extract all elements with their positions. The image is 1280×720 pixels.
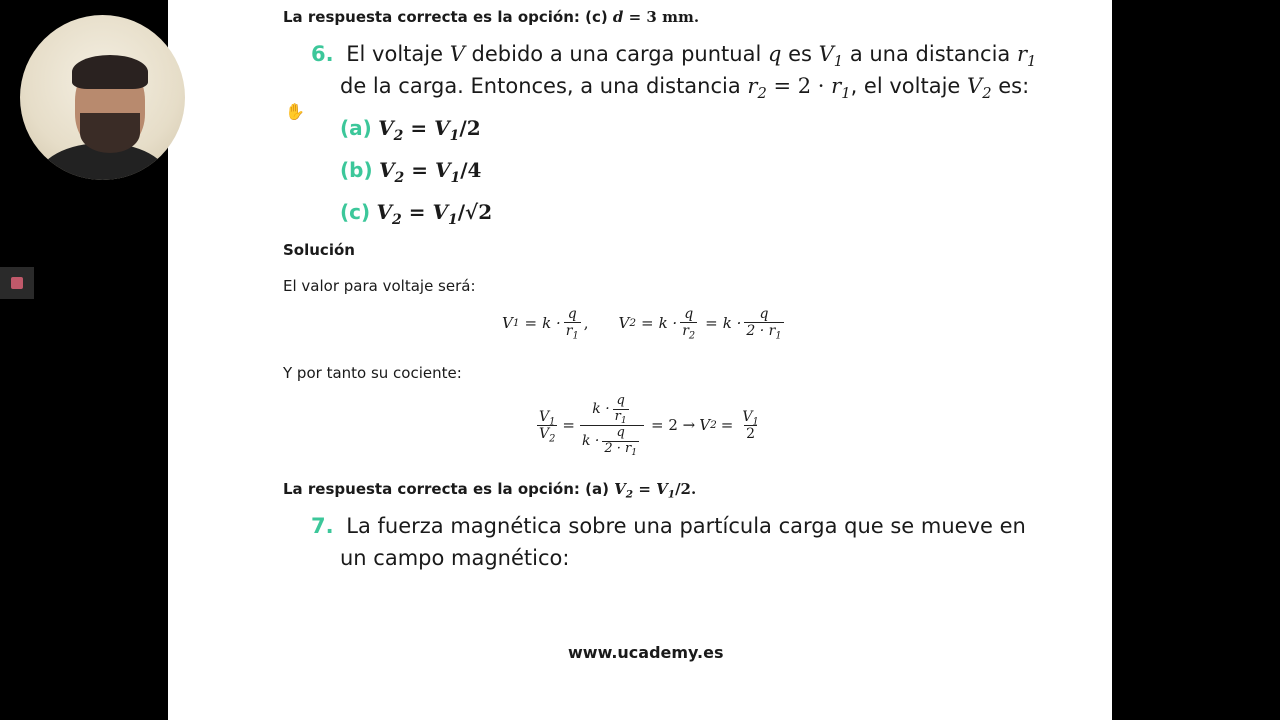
answer-value: = 3 mm. (623, 8, 700, 26)
option-label: (a) (340, 116, 372, 140)
eq-comma: , (583, 313, 589, 332)
answer-eq: = (633, 480, 657, 498)
q6-eq: = 2 · (766, 74, 832, 98)
q6-var-v2: V (967, 74, 983, 98)
solution-intro: El valor para voltaje será: (283, 277, 476, 295)
frac-num (590, 394, 633, 425)
eq-var: 2 · r (746, 323, 776, 340)
eq-sign: = (562, 416, 575, 435)
q6-sub: 2 (982, 85, 992, 103)
fraction (744, 306, 783, 342)
frac-num: q (684, 306, 694, 322)
eq-const: k · (542, 313, 561, 332)
frac-num (740, 408, 760, 428)
eq-var: r (682, 323, 689, 340)
presenter-webcam (20, 15, 185, 180)
option-lhs: V (376, 200, 393, 224)
eq-sub: 1 (775, 330, 782, 342)
voltage-equations: V 1 = k · $\frac{q}{r_1}$ , V 2 = k · $\frac{q}{r_2}$ = k · $\frac{q}{2 \cdot r_1}$ (502, 306, 782, 342)
eq-sub: 2 (688, 330, 696, 342)
answer-text: La respuesta correcta es la opción: (c) (283, 8, 613, 26)
frac-den (613, 409, 629, 425)
q6-var-q: q (767, 42, 782, 66)
fraction (602, 426, 639, 457)
q6-text: , el voltaje (850, 74, 968, 98)
q6-text: El voltaje (346, 42, 450, 66)
q6-sub: 2 (757, 85, 767, 103)
frac-den (680, 322, 697, 342)
option-a (340, 116, 481, 144)
answer-var: V (656, 480, 668, 498)
eq-var: V (618, 313, 630, 332)
q6-text: a una distancia (843, 42, 1017, 66)
option-sub: 2 (392, 211, 402, 228)
q6-text: es (781, 42, 819, 66)
q6-var-r1: r (1016, 42, 1028, 66)
stop-square-icon (11, 277, 23, 289)
eq-var: V (742, 408, 753, 425)
question-7-line-1 (311, 514, 1026, 538)
option-sub: 2 (393, 127, 404, 144)
option-tail: /4 (460, 158, 482, 182)
frac-den (744, 322, 783, 342)
eq-var: V (502, 313, 513, 332)
eq-const: k · (722, 313, 742, 332)
eq-sub: 1 (752, 416, 759, 428)
eq-result: = 2 → (651, 416, 696, 435)
eq-sign: = (705, 313, 718, 332)
eq-var: 2 · r (604, 440, 632, 456)
option-tail: /√2 (457, 200, 493, 224)
fraction (564, 306, 581, 342)
option-sub: 1 (448, 211, 458, 228)
question-6-line-1 (311, 42, 1037, 71)
question-7-line-2: un campo magnético: (340, 546, 570, 570)
eq-sub: 2 (549, 433, 556, 445)
hand-cursor-icon: ✋ (285, 102, 305, 121)
answer-var: V (614, 480, 626, 498)
frac-num: q (616, 424, 625, 440)
option-sub: 1 (450, 169, 461, 186)
footer-website: www.ucademy.es (568, 643, 724, 662)
answer-6 (283, 480, 697, 501)
eq-sign: = (641, 313, 654, 332)
eq-const: k · (592, 401, 610, 418)
eq-var: V (539, 408, 550, 425)
frac-num: q (567, 306, 577, 322)
answer-tail: /2. (675, 480, 697, 498)
compound-fraction (580, 394, 644, 457)
option-tail: /2 (459, 116, 481, 140)
option-label: (c) (340, 200, 371, 224)
frac-den (580, 425, 644, 457)
q6-text: es: (991, 74, 1030, 98)
presenter-hair (72, 55, 148, 89)
q6-var-v: V (449, 42, 465, 66)
q6-text: de la carga. Entonces, a una distancia (340, 74, 748, 98)
q6-sub: 1 (841, 85, 851, 103)
option-label: (b) (340, 158, 373, 182)
frac-num: q (616, 393, 625, 408)
fraction (740, 409, 760, 442)
ratio-equation: $\frac{V_1}{V_2}$ = k · $\frac{q}{r_1}$ k · $\frac{q}{2 \cdot r_1}$ = 2 → V 2 = $\frac{V_1}{2}$ (539, 393, 759, 458)
q6-var-r: r (831, 74, 842, 98)
eq-sign: = (524, 313, 538, 332)
option-lhs: V (378, 116, 394, 140)
frac-den (602, 441, 639, 457)
frac-num (537, 408, 557, 428)
eq-sign: = (720, 416, 734, 435)
option-sub: 1 (449, 127, 460, 144)
eq-sub: 1 (620, 416, 627, 427)
q6-sub: 1 (833, 53, 844, 71)
frac-den (537, 425, 557, 445)
option-eq: = (401, 200, 433, 224)
previous-answer (283, 8, 699, 26)
frac-den (564, 322, 581, 342)
recording-stop-button[interactable] (0, 267, 34, 299)
eq-var: V (539, 425, 550, 442)
option-c (340, 200, 493, 228)
eq-var: V (699, 416, 711, 435)
option-eq: = (404, 158, 435, 182)
eq-const: k · (581, 433, 600, 450)
eq-var: r (614, 408, 621, 424)
eq-sub: 1 (572, 330, 579, 342)
frac-num: q (759, 306, 769, 322)
option-lhs: V (378, 158, 395, 182)
question-6-line-2 (340, 74, 1030, 103)
frac-den: 2 (746, 425, 755, 442)
q6-var-v1: V (818, 42, 834, 66)
option-rhs: V (432, 200, 448, 224)
eq-sub: 1 (631, 447, 638, 458)
fraction (680, 306, 697, 342)
eq-sub: 1 (549, 416, 556, 428)
presenter-beard (80, 113, 140, 153)
answer-variable: d (612, 8, 624, 26)
option-eq: = (403, 116, 435, 140)
q6-text: debido a una carga puntual (464, 42, 768, 66)
q6-sub: 1 (1027, 53, 1037, 71)
fraction (537, 408, 557, 445)
answer-sub: 2 (625, 488, 634, 501)
eq-const: k · (658, 313, 678, 332)
q7-text: La fuerza magnética sobre una partícula carga que se mueve en (346, 514, 1026, 538)
question-number: 6. (311, 42, 334, 66)
option-rhs: V (434, 158, 451, 182)
q6-var-r2: r (747, 74, 758, 98)
question-number: 7. (311, 514, 334, 538)
answer-text: La respuesta correcta es la opción: (a) (283, 480, 615, 498)
option-rhs: V (434, 116, 450, 140)
option-b (340, 158, 482, 186)
answer-sub: 1 (667, 488, 676, 501)
fraction (613, 394, 629, 425)
eq-var: r (565, 323, 573, 340)
solution-heading: Solución (283, 241, 355, 259)
solution-transition: Y por tanto su cociente: (283, 364, 462, 382)
document-page (168, 0, 1112, 720)
option-sub: 2 (394, 169, 405, 186)
